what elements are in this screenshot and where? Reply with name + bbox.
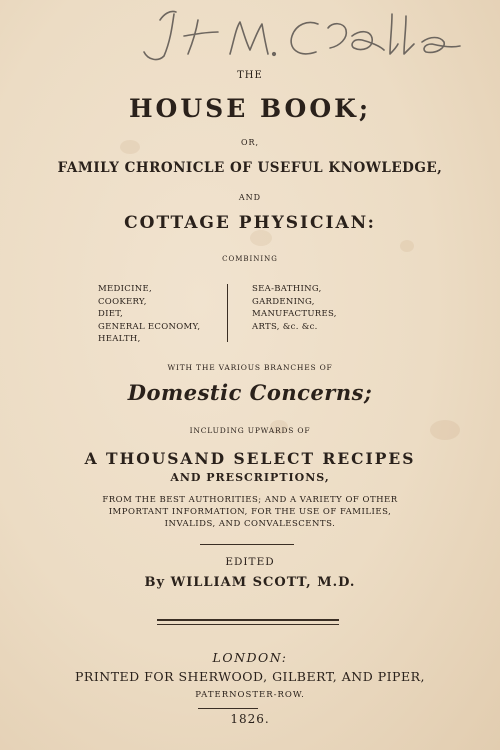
authorities-line: IMPORTANT INFORMATION, FOR THE USE OF FAMILIES, [108, 507, 392, 517]
publisher-address: PATERNOSTER-ROW. [195, 690, 305, 700]
subtitle-line-1: FAMILY CHRONICLE OF USEFUL KNOWLEDGE, [57, 160, 443, 176]
recipes-heading: A THOUSAND SELECT RECIPES [84, 449, 416, 468]
subtitle-line-2: COTTAGE PHYSICIAN: [124, 213, 376, 233]
topic-item: GARDENING, [252, 296, 315, 307]
domestic-concerns-heading: Domestic Concerns; [127, 380, 373, 405]
editor-name: By WILLIAM SCOTT, M.D. [144, 575, 356, 590]
or-connector: OR, [240, 138, 260, 147]
foxing-spot [400, 240, 414, 252]
title-article: THE [237, 70, 263, 81]
topic-item: HEALTH, [98, 334, 141, 344]
including-label: INCLUDING UPWARDS OF [189, 426, 311, 435]
topic-item: SEA-BATHING, [252, 284, 322, 294]
handwritten-signature [140, 2, 470, 72]
branches-label: WITH THE VARIOUS BRANCHES OF [167, 363, 333, 372]
topics-right-column [252, 283, 337, 333]
topic-item: ARTS, &c. &c. [252, 321, 318, 332]
topics-left-column [98, 283, 200, 346]
combining-label: COMBINING [222, 255, 278, 263]
publication-year: 1826. [230, 712, 270, 726]
authorities-paragraph [0, 494, 500, 530]
authorities-line: INVALIDS, AND CONVALESCENTS. [164, 519, 336, 529]
publisher-line: PRINTED FOR SHERWOOD, GILBERT, AND PIPER, [75, 669, 425, 684]
prescriptions-heading: AND PRESCRIPTIONS, [170, 471, 330, 484]
double-rule-top [157, 619, 339, 621]
year-rule [198, 708, 258, 709]
topic-item: COOKERY, [98, 296, 147, 307]
book-title: HOUSE BOOK; [128, 94, 372, 123]
and-connector: AND [238, 193, 262, 202]
edited-label: EDITED [225, 556, 275, 568]
topic-item: MANUFACTURES, [252, 309, 337, 319]
double-rule-bottom [157, 624, 339, 625]
divider-rule [200, 544, 294, 545]
topic-item: MEDICINE, [98, 284, 152, 294]
topic-item: GENERAL ECONOMY, [98, 321, 201, 332]
authorities-line: FROM THE BEST AUTHORITIES; AND A VARIETY OF OTHER [102, 495, 398, 505]
column-divider [227, 284, 228, 342]
publication-place: LONDON: [212, 650, 288, 665]
topic-item: DIET, [98, 309, 123, 319]
